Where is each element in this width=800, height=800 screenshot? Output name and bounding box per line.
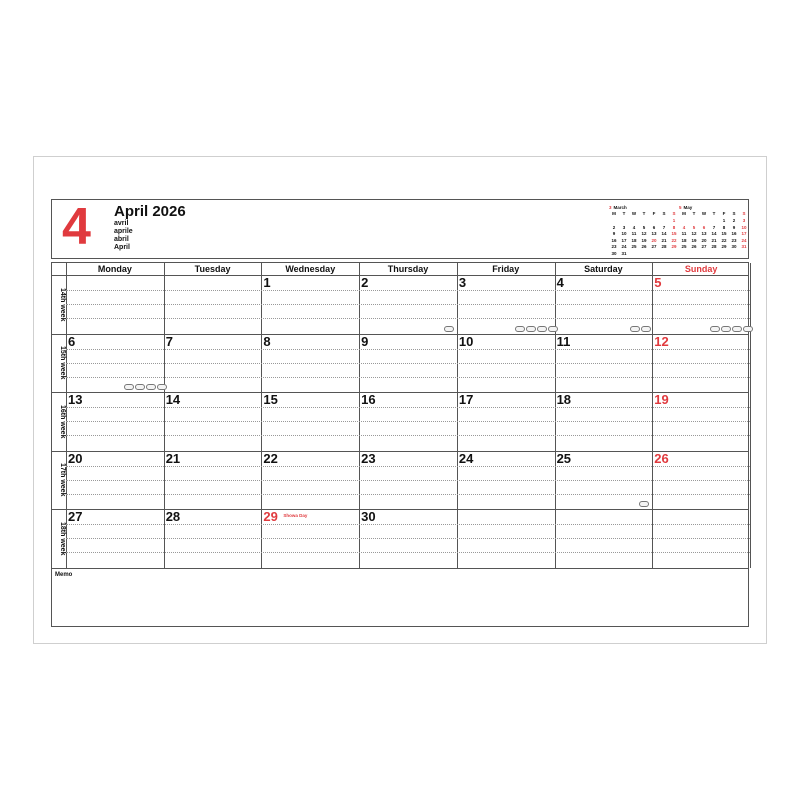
day-cell[interactable] [457, 451, 555, 510]
day-cell[interactable] [359, 392, 457, 451]
mini-day: 28 [661, 244, 667, 249]
day-cell[interactable] [164, 509, 262, 568]
day-cell[interactable] [359, 334, 457, 393]
day-cell[interactable] [261, 334, 359, 393]
month-translations [114, 220, 133, 252]
mini-day: 16 [731, 231, 737, 236]
mini-day: 27 [701, 244, 707, 249]
week-label: 17th week [59, 463, 66, 497]
day-number: 5 [654, 275, 662, 290]
mini-calendar-march [609, 205, 679, 257]
week-label: 14th week [59, 287, 66, 321]
mini-day: 8 [672, 224, 676, 230]
mini-day: 12 [641, 231, 647, 236]
moon-phase-icon [630, 326, 640, 332]
translation-italian: aprile [114, 228, 133, 235]
day-cell[interactable] [359, 451, 457, 510]
month-title: April 2026 [114, 203, 186, 220]
day-cell[interactable] [652, 392, 750, 451]
day-number: 23 [361, 450, 376, 466]
mini-weekday: S [732, 211, 736, 216]
moon-phase-icon [444, 326, 454, 332]
moon-phase-icon [537, 326, 547, 332]
mini-weekday: S [672, 211, 676, 216]
mini-day [669, 251, 679, 258]
mini-day: 13 [651, 231, 657, 236]
mini-day: 21 [661, 237, 667, 243]
day-cell[interactable] [555, 334, 653, 393]
mini-day: 10 [621, 231, 627, 236]
day-cell[interactable] [66, 392, 164, 451]
day-number: 4 [556, 275, 564, 290]
moon-phase-icon [124, 384, 134, 390]
day-number: 22 [263, 450, 278, 466]
month-grid [51, 262, 749, 627]
mini-day: 29 [721, 244, 727, 249]
day-cell[interactable] [359, 275, 457, 334]
mini-day: 28 [711, 244, 717, 249]
mini-calendar-month-name: May [683, 205, 693, 210]
moon-phase-icons [444, 326, 454, 332]
day-number: 16 [361, 392, 376, 407]
mini-day: 7 [662, 224, 666, 230]
mini-weekday: S [662, 211, 666, 216]
moon-phase-icon [732, 326, 742, 332]
month-header [51, 199, 749, 259]
mini-day: 6 [652, 224, 656, 230]
mini-day: 4 [682, 224, 686, 230]
mini-day: 18 [631, 237, 637, 243]
day-cell[interactable] [66, 275, 164, 334]
day-number: 7 [165, 333, 173, 349]
mini-day: 5 [642, 224, 646, 230]
day-cell[interactable] [652, 509, 750, 568]
day-cell[interactable] [164, 334, 262, 393]
mini-day: 23 [611, 244, 617, 249]
day-number: 10 [458, 333, 474, 349]
day-number: 9 [361, 333, 369, 349]
day-number: 11 [556, 333, 571, 349]
memo-area[interactable] [52, 568, 750, 627]
moon-phase-icon [515, 326, 525, 332]
day-cell[interactable] [164, 275, 262, 334]
mini-day: 2 [732, 218, 736, 223]
day-number: 20 [68, 450, 83, 466]
mini-day: 7 [712, 224, 716, 230]
day-cell[interactable] [457, 509, 555, 568]
mini-day: 5 [692, 224, 696, 230]
mini-day: 31 [741, 244, 747, 249]
day-cell[interactable] [66, 451, 164, 510]
mini-weekday: W [631, 211, 637, 216]
mini-weekday: M [682, 211, 686, 216]
moon-phase-icon [548, 326, 558, 332]
translation-french: avril [114, 220, 129, 227]
day-number: 15 [263, 392, 278, 407]
day-number: 25 [556, 450, 572, 466]
day-number: 29 [263, 509, 278, 524]
memo-label: Memo [55, 571, 73, 578]
translation-german: April [114, 244, 130, 251]
mini-day: 9 [612, 231, 616, 236]
mini-day: 20 [651, 237, 657, 243]
translation-spanish: abril [114, 236, 129, 243]
mini-day: 26 [641, 244, 647, 249]
mini-day: 2 [612, 224, 616, 230]
mini-day: 22 [721, 237, 727, 243]
mini-day: 30 [611, 250, 617, 256]
mini-calendar-month-number: 3 [609, 205, 612, 210]
day-cell[interactable] [261, 392, 359, 451]
mini-day: 3 [622, 224, 626, 230]
mini-weekday: T [642, 211, 646, 216]
moon-phase-icon [135, 384, 145, 390]
mini-weekday: T [712, 211, 716, 216]
mini-day: 23 [731, 237, 737, 243]
day-number: 21 [165, 450, 181, 466]
mini-day: 14 [661, 231, 667, 236]
weekday-header-sunday: Sunday [684, 264, 718, 274]
mini-day: 3 [742, 218, 746, 223]
month-number: 4 [62, 198, 91, 256]
mini-day: 20 [701, 237, 707, 243]
day-number: 13 [68, 392, 83, 407]
day-number: 28 [165, 509, 181, 524]
mini-day: 15 [721, 231, 727, 236]
mini-day: 13 [701, 231, 707, 236]
holiday-label: Showa Day [283, 513, 308, 518]
mini-day [659, 251, 669, 258]
mini-weekday: T [692, 211, 696, 216]
moon-phase-icon [639, 501, 649, 507]
moon-phase-icons [710, 326, 753, 332]
day-number: 14 [165, 392, 181, 407]
mini-calendar-month-name: March [613, 205, 627, 210]
weekday-header-saturday: Saturday [584, 264, 623, 274]
mini-day: 31 [621, 250, 627, 256]
mini-day: 25 [681, 244, 687, 249]
moon-phase-icon [721, 326, 731, 332]
mini-day: 9 [732, 224, 736, 230]
weekday-header-monday: Monday [97, 264, 132, 274]
day-cell[interactable] [261, 509, 359, 568]
mini-day: 26 [691, 244, 697, 249]
mini-day: 29 [671, 244, 677, 249]
moon-phase-icon [157, 384, 167, 390]
moon-phase-icons [124, 384, 167, 390]
column-divider [750, 263, 751, 568]
moon-phase-icon [641, 326, 651, 332]
mini-day: 21 [711, 237, 717, 243]
day-number: 12 [654, 333, 669, 349]
mini-weekday: M [612, 211, 616, 216]
day-cell[interactable] [652, 334, 750, 393]
mini-weekday: W [701, 211, 707, 216]
mini-calendar-days [609, 211, 679, 257]
mini-day: 8 [722, 224, 726, 230]
day-cell[interactable] [457, 392, 555, 451]
mini-day: 30 [731, 244, 737, 249]
day-cell[interactable] [164, 392, 262, 451]
day-number: 6 [68, 333, 76, 349]
day-cell[interactable] [164, 451, 262, 510]
moon-phase-icon [146, 384, 156, 390]
weekday-header-friday: Friday [492, 264, 520, 274]
mini-day: 16 [611, 237, 617, 243]
moon-phase-icon [526, 326, 536, 332]
mini-day [649, 251, 659, 258]
day-number: 2 [361, 275, 369, 290]
day-number: 19 [654, 392, 669, 407]
day-cell[interactable] [555, 509, 653, 568]
day-number: 8 [263, 333, 271, 349]
day-cell[interactable] [261, 451, 359, 510]
mini-day: 1 [722, 218, 726, 223]
day-number: 1 [263, 275, 271, 290]
weekday-header-tuesday: Tuesday [194, 264, 231, 274]
day-cell[interactable] [555, 392, 653, 451]
weekday-header-wednesday: Wednesday [285, 264, 336, 274]
day-number: 26 [654, 450, 669, 466]
mini-weekday: S [742, 211, 746, 216]
mini-day: 17 [621, 237, 627, 243]
day-number: 18 [556, 392, 572, 407]
mini-weekday: F [652, 211, 656, 216]
mini-day [639, 251, 649, 258]
mini-day: 27 [651, 244, 657, 249]
week-label: 16th week [59, 404, 66, 438]
mini-day: 10 [741, 224, 747, 230]
mini-day: 14 [711, 231, 717, 236]
day-cell[interactable] [66, 509, 164, 568]
mini-day: 24 [741, 237, 747, 243]
day-cell[interactable] [652, 451, 750, 510]
day-cell[interactable] [555, 451, 653, 510]
mini-day: 11 [681, 231, 687, 236]
mini-day: 25 [631, 244, 637, 249]
mini-calendar-days [679, 211, 749, 251]
day-number: 17 [458, 392, 474, 407]
mini-day: 24 [621, 244, 627, 249]
mini-weekday: T [622, 211, 626, 216]
moon-phase-icons [515, 326, 558, 332]
day-cell[interactable] [359, 509, 457, 568]
day-number: 24 [458, 450, 474, 466]
day-number: 27 [68, 509, 83, 524]
day-cell[interactable] [457, 334, 555, 393]
planner-sheet [33, 156, 767, 644]
mini-day: 15 [671, 231, 677, 236]
day-number: 3 [458, 275, 467, 290]
mini-day: 19 [691, 237, 697, 243]
moon-phase-icons [639, 501, 649, 507]
mini-day: 4 [632, 224, 636, 230]
weekday-header-thursday: Thursday [387, 264, 429, 274]
day-cell[interactable] [261, 275, 359, 334]
mini-calendar-may [679, 205, 749, 251]
moon-phase-icon [743, 326, 753, 332]
week-label: 18th week [59, 521, 66, 555]
mini-calendar-month-number: 5 [679, 205, 682, 210]
moon-phase-icon [710, 326, 720, 332]
mini-day: 11 [631, 231, 637, 236]
mini-day: 18 [681, 237, 687, 243]
moon-phase-icons [630, 326, 651, 332]
mini-weekday: F [722, 211, 726, 216]
mini-day: 1 [672, 218, 676, 223]
mini-day: 19 [641, 237, 647, 243]
mini-day: 17 [741, 231, 747, 236]
mini-day [629, 251, 639, 258]
day-number: 30 [361, 509, 376, 524]
mini-day: 12 [691, 231, 697, 236]
mini-day: 6 [702, 224, 706, 230]
mini-day: 22 [671, 237, 677, 243]
week-label: 15th week [59, 346, 66, 380]
